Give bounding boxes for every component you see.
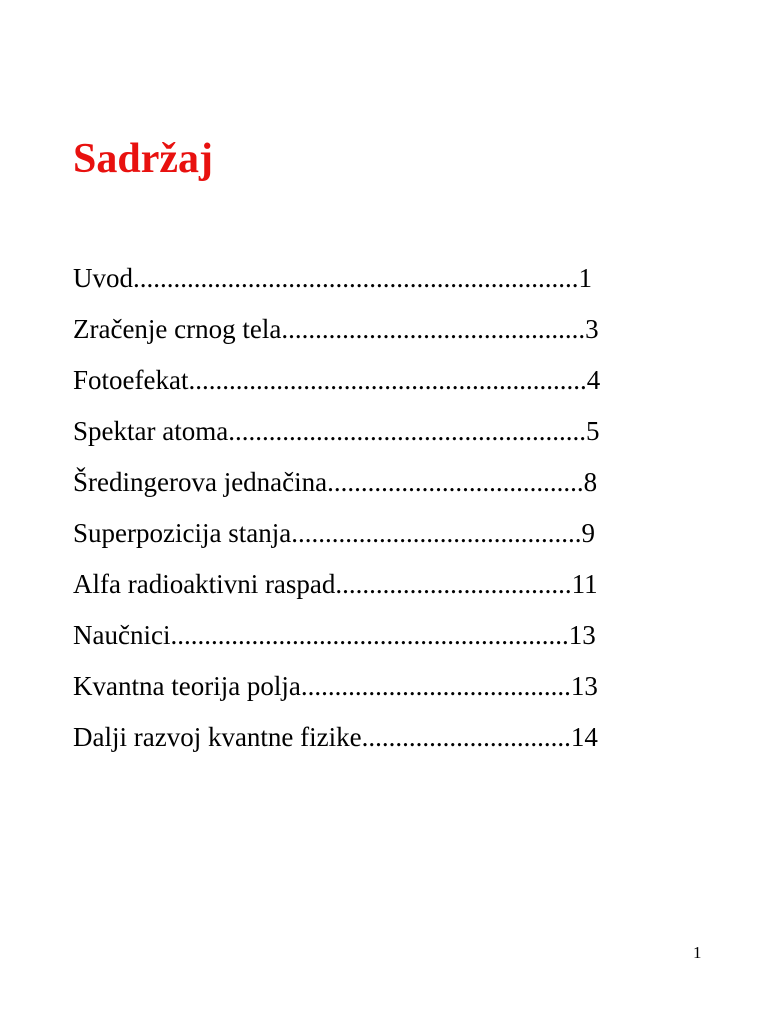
toc-entry-page: 1 <box>578 263 592 293</box>
toc-entry-leader: ..................................................... <box>228 416 586 446</box>
toc-entry-title: Dalji razvoj kvantne fizike <box>73 722 362 752</box>
toc-entry-leader: ............................................. <box>281 314 586 344</box>
toc-entry-page: 11 <box>571 569 598 599</box>
toc-entry <box>73 409 600 460</box>
toc-entry-leader: ...................................... <box>327 467 584 497</box>
toc-entry-leader: ................................... <box>335 569 572 599</box>
toc-entry-leader: ........................................ <box>300 671 571 701</box>
toc-entry-leader: ........................................... <box>291 518 582 548</box>
toc-entry <box>73 460 600 511</box>
toc-entry <box>73 664 600 715</box>
toc-entry-leader: ............................... <box>361 722 571 752</box>
toc-entry-page: 13 <box>568 620 596 650</box>
toc-entry-title: Fotoefekat <box>73 365 189 395</box>
toc-entry-title: Zračenje crnog tela <box>73 314 282 344</box>
toc-entry-title: Spektar atoma <box>73 416 229 446</box>
toc-entry-title: Uvod <box>73 263 133 293</box>
toc-entry-title: Superpozicija stanja <box>73 518 292 548</box>
toc-entry-title: Alfa radioaktivni raspad <box>73 569 336 599</box>
toc-entry-title: Šredingerova jednačina <box>73 467 328 497</box>
page-title: Sadržaj <box>73 136 213 182</box>
toc-entry-page: 9 <box>581 518 595 548</box>
toc-entry-leader: ........................................................... <box>170 620 569 650</box>
toc-entry <box>73 562 600 613</box>
toc-entry <box>73 511 600 562</box>
page-number: 1 <box>693 943 702 962</box>
toc-entry-leader: ........................................................... <box>188 365 587 395</box>
toc-entry-page: 8 <box>583 467 598 497</box>
toc-entry <box>73 358 600 409</box>
toc-entry-page: 14 <box>570 722 598 752</box>
toc-entry-page: 4 <box>586 365 601 395</box>
toc-entry-page: 13 <box>570 671 598 701</box>
toc-entry <box>73 613 600 664</box>
toc-entry-title: Naučnici <box>73 620 171 650</box>
toc-entry-page: 5 <box>585 416 600 446</box>
toc-entry <box>73 307 600 358</box>
toc-entry-title: Kvantna teorija polja <box>73 671 301 701</box>
toc-entry <box>73 256 600 307</box>
table-of-contents <box>73 256 600 766</box>
toc-entry <box>73 715 600 766</box>
toc-entry-leader: .................................................................. <box>133 263 579 293</box>
toc-entry-page: 3 <box>585 314 599 344</box>
